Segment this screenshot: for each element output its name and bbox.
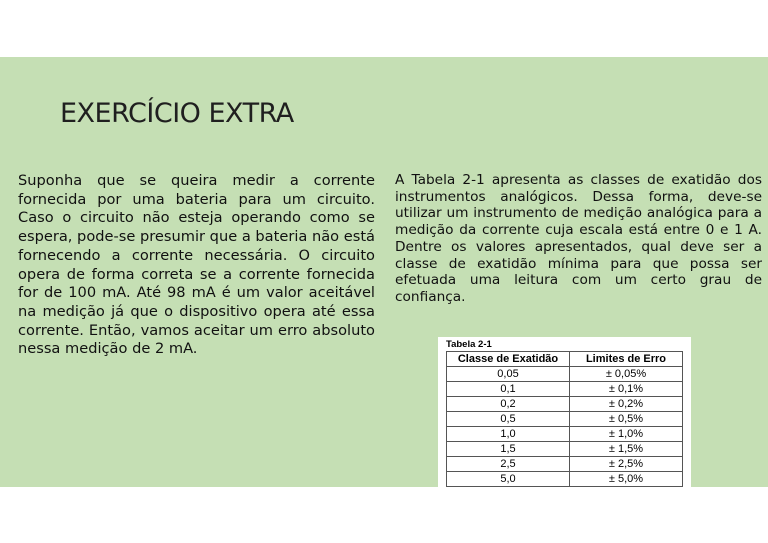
table-header-class: Classe de Exatidão xyxy=(447,352,570,367)
table-cell-class: 2,5 xyxy=(447,457,570,472)
table-row xyxy=(447,442,683,457)
table-row xyxy=(447,367,683,382)
accuracy-class-table-image xyxy=(438,337,691,487)
table-row xyxy=(447,397,683,412)
table-cell-class: 0,2 xyxy=(447,397,570,412)
table-cell-error: ± 2,5% xyxy=(570,457,683,472)
table-row xyxy=(447,412,683,427)
table-cell-class: 1,0 xyxy=(447,427,570,442)
table-cell-error: ± 5,0% xyxy=(570,472,683,487)
table-cell-class: 5,0 xyxy=(447,472,570,487)
right-paragraph: A Tabela 2-1 apresenta as classes de exatidão dos instrumentos analógicos. Dessa forma, deve-se utilizar um instrumento de medição analógica para a medição da corrente cuja escala está entre 0 e 1 A. Dentre os valores apresentados, qual deve ser a classe de exatidão mínima para que possa ser efetuada uma leitura com um certo grau de confiança. xyxy=(395,172,762,305)
table-header-error-limits: Limites de Erro xyxy=(570,352,683,367)
table-cell-class: 0,5 xyxy=(447,412,570,427)
table-caption: Tabela 2-1 xyxy=(446,339,492,350)
left-paragraph: Suponha que se queira medir a corrente fornecida por uma bateria para um circuito. Caso o circuito não esteja operando como se espera, pode-se presumir que a bateria não está fornecendo a corrente necessária. O circuito opera de forma correta se a corrente fornecida for de 100 mA. Até 98 mA é um valor aceitável na medição já que o dispositivo opera até essa corrente. Então, vamos aceitar um erro absoluto nessa medição de 2 mA. xyxy=(18,172,375,358)
table-cell-error: ± 1,5% xyxy=(570,442,683,457)
table-cell-error: ± 0,1% xyxy=(570,382,683,397)
table-cell-error: ± 1,0% xyxy=(570,427,683,442)
accuracy-class-table xyxy=(446,351,683,487)
table-cell-class: 0,05 xyxy=(447,367,570,382)
table-cell-error: ± 0,2% xyxy=(570,397,683,412)
slide-title: EXERCÍCIO EXTRA xyxy=(60,98,294,129)
table-cell-class: 1,5 xyxy=(447,442,570,457)
table-header-row xyxy=(447,352,683,367)
table-cell-error: ± 0,05% xyxy=(570,367,683,382)
table-cell-error: ± 0,5% xyxy=(570,412,683,427)
table-row xyxy=(447,472,683,487)
table-row xyxy=(447,427,683,442)
table-row xyxy=(447,382,683,397)
table-cell-class: 0,1 xyxy=(447,382,570,397)
table-row xyxy=(447,457,683,472)
slide xyxy=(0,57,768,487)
